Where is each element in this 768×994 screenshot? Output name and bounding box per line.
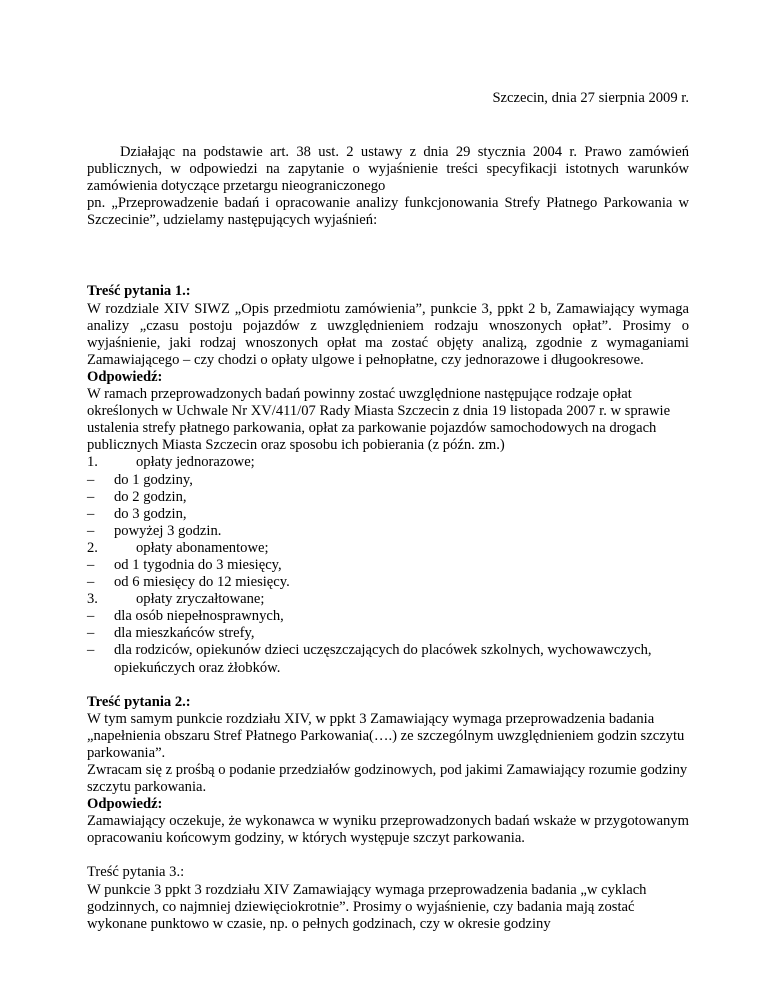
question-2-text: W tym samym punkcie rozdziału XIV, w ppkt 3 Zamawiający wymaga przeprowadzenia badania „napełnienia obszaru Stref Płatnego Parkowania(….) ze szczególnym uwzględnieniem godzin szczytu parkowania”. <box>87 710 685 761</box>
intro-paragraph-continued: pn. „Przeprowadzenie badań i opracowanie analizy funkcjonowania Strefy Płatnego Parkowania w Szczecinie”, udzielamy następujących wyjaśnień: <box>87 195 689 229</box>
question-3-heading: Treść pytania 3.: <box>87 864 185 881</box>
dash-bullet: – <box>87 608 95 625</box>
dash-bullet: – <box>87 556 95 573</box>
list-subitem: – powyżej 3 godzin. <box>87 522 222 539</box>
list-subitem: – do 3 godzin, <box>87 505 187 522</box>
list-item: 3. opłaty zryczałtowane; <box>87 591 265 608</box>
list-subitem: – dla rodziców, opiekunów dzieci uczęszczających do placówek szkolnych, wychowawczych, opiekuńczych oraz żłobków. <box>87 642 652 676</box>
list-item: 1. opłaty jednorazowe; <box>87 454 255 471</box>
list-subitem: – od 6 miesięcy do 12 miesięcy. <box>87 574 290 591</box>
answer-2-heading: Odpowiedź: <box>87 796 163 813</box>
list-subitem: – do 2 godzin, <box>87 488 187 505</box>
answer-2-text: Zamawiający oczekuje, że wykonawca w wyniku przeprowadzonych badań wskaże w przygotowanym opracowaniu końcowym godziny, w których występuje szczyt parkowania. <box>87 813 689 847</box>
question-2-text-continued: Zwracam się z prośbą o podanie przedziałów godzinowych, pod jakimi Zamawiający rozumie godziny szczytu parkowania. <box>87 762 688 796</box>
list-item: 2. opłaty abonamentowe; <box>87 539 269 556</box>
document-body <box>87 144 689 933</box>
dash-bullet: – <box>87 471 95 488</box>
dash-bullet: – <box>87 642 95 659</box>
list-subitem: – do 1 godziny, <box>87 471 193 488</box>
dash-bullet: – <box>87 522 95 539</box>
answer-1-heading: Odpowiedź: <box>87 368 163 385</box>
fee-types-list <box>87 454 689 676</box>
dash-bullet: – <box>87 625 95 642</box>
question-1-heading: Treść pytania 1.: <box>87 283 191 300</box>
dash-bullet: – <box>87 505 95 522</box>
intro-paragraph: Działając na podstawie art. 38 ust. 2 ustawy z dnia 29 stycznia 2004 r. Prawo zamówień publicznych, w odpowiedzi na zapytanie o wyjaśnienie treści specyfikacji istotnych warunków zamówienia dotyczące przetargu nieograniczonego <box>87 144 689 195</box>
dash-bullet: – <box>87 488 95 505</box>
answer-1-text: W ramach przeprowadzonych badań powinny zostać uwzględnione następujące rodzaje opłat określonych w Uchwale Nr XV/411/07 Rady Miasta Szczecin z dnia 19 listopada 2007 r. w sprawie ustalenia strefy płatnego parkowania, opłat za parkowanie pojazdów samochodowych na drogach publicznych Miasta Szczecin oraz sposobu ich pobierania (z późn. zm.) <box>87 386 671 454</box>
list-subitem: – dla osób niepełnosprawnych, <box>87 608 284 625</box>
list-subitem: – od 1 tygodnia do 3 miesięcy, <box>87 556 282 573</box>
question-1-text: W rozdziale XIV SIWZ „Opis przedmiotu zamówienia”, punkcie 3, ppkt 2 b, Zamawiający wymaga analizy „czasu postoju pojazdów z uwzględnieniem rodzaju wnoszonych opłat”. Prosimy o wyjaśnienie, jaki rodzaj wnoszonych opłat ma zostać objęty analizą, zgodnie z wymaganiami Zamawiającego – czy chodzi o opłaty ulgowe i pełnopłatne, czy jednorazowe i długookresowe. <box>87 300 689 368</box>
question-3-text: W punkcie 3 ppkt 3 rozdziału XIV Zamawiający wymaga przeprowadzenia badania „w cyklach godzinnych, co najmniej dziewięciokrotnie”. Prosimy o wyjaśnienie, czy badania mają zostać wykonane punktowo w czasie, np. o pełnych godzinach, czy w okresie godziny <box>87 881 647 932</box>
dash-bullet: – <box>87 574 95 591</box>
list-subitem: – dla mieszkańców strefy, <box>87 625 255 642</box>
question-2-heading: Treść pytania 2.: <box>87 693 191 710</box>
document-date: Szczecin, dnia 27 sierpnia 2009 r. <box>492 90 689 106</box>
